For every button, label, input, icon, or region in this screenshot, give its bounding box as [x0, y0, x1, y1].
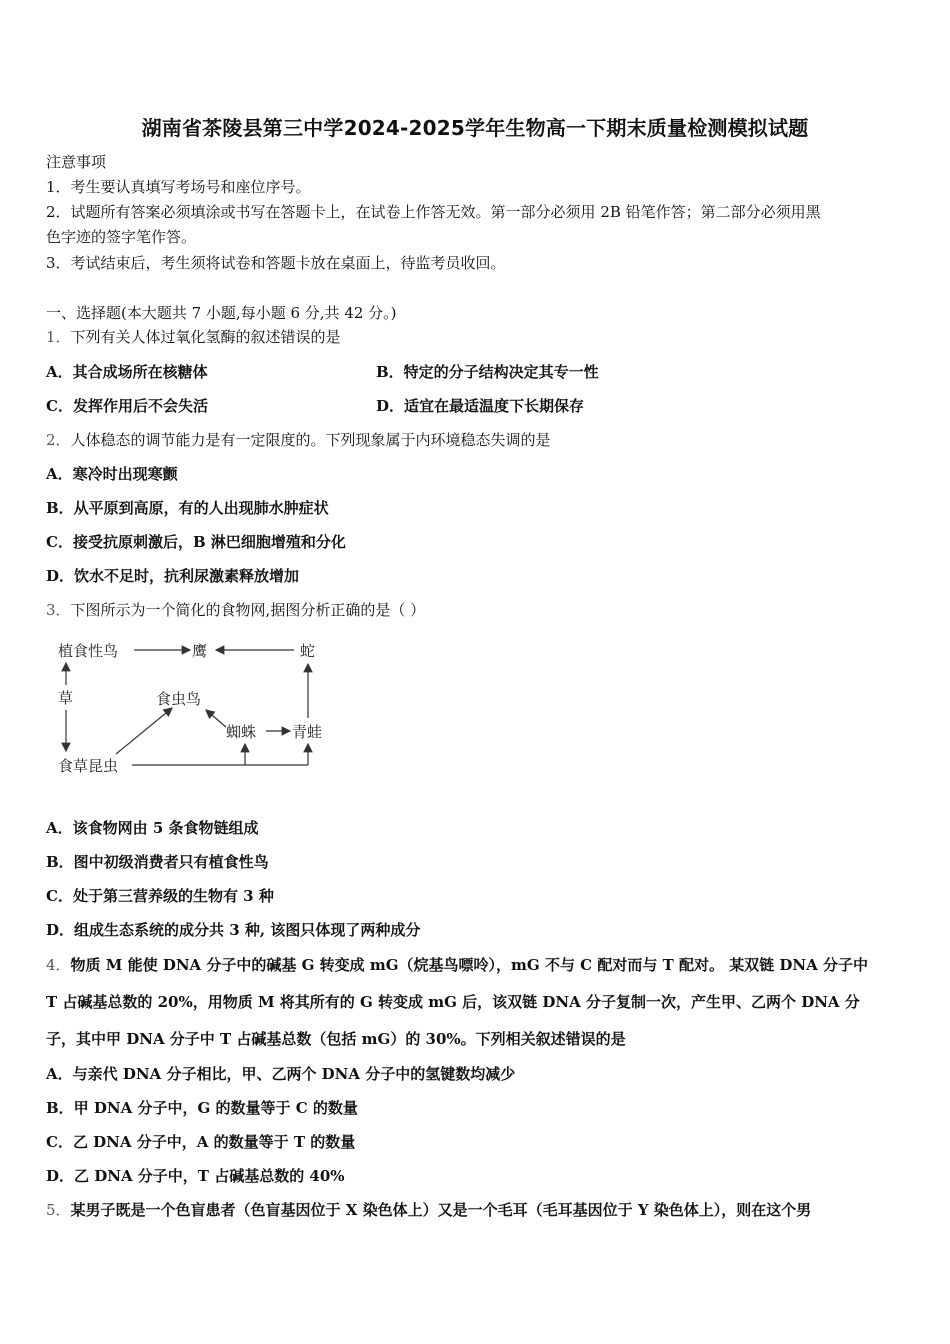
q1-option-a: A．其合成场所在核糖体 — [46, 363, 208, 381]
q4-option-d: D．乙 DNA 分子中，T 占碱基总数的 40% — [46, 1167, 345, 1185]
q3-option-b: B．图中初级消费者只有植食性鸟 — [46, 853, 269, 871]
node-insectivorous-bird: 食虫鸟 — [156, 690, 202, 708]
notice-heading: 注意事项 — [46, 153, 107, 171]
q1-option-c: C．发挥作用后不会失活 — [46, 397, 208, 415]
question-3 — [46, 600, 425, 620]
food-web-diagram — [44, 628, 344, 788]
q1-option-d: D．适宜在最适温度下长期保存 — [376, 397, 585, 415]
question-stem: 人体稳态的调节能力是有一定限度的。下列现象属于内环境稳态失调的是 — [70, 431, 551, 449]
q4-option-a: A．与亲代 DNA 分子相比，甲、乙两个 DNA 分子中的氢键数均减少 — [46, 1065, 516, 1083]
q4-option-b: B．甲 DNA 分子中，G 的数量等于 C 的数量 — [46, 1099, 358, 1117]
page-title: 湖南省茶陵县第三中学2024-2025学年生物高一下期末质量检测模拟试题 — [141, 116, 809, 140]
question-stem-line-3: 子，其中甲 DNA 分子中 T 占碱基总数（包括 mG）的 30%。下列相关叙述错误的是 — [46, 1030, 626, 1048]
question-number: 5． — [46, 1201, 71, 1219]
arrow-insect-to-bird — [116, 708, 172, 754]
q3-option-c: C．处于第三营养级的生物有 3 种 — [46, 887, 274, 905]
section-heading: 一、选择题(本大题共 7 小题,每小题 6 分,共 42 分。) — [46, 304, 397, 322]
question-stem: 下列有关人体过氧化氢酶的叙述错误的是 — [70, 328, 341, 346]
node-frog: 青蛙 — [292, 723, 323, 741]
question-2 — [46, 430, 551, 450]
q3-option-d: D．组成生态系统的成分共 3 种, 该图只体现了两种成分 — [46, 921, 421, 939]
q2-option-d: D．饮水不足时，抗利尿激素释放增加 — [46, 567, 300, 585]
node-spider: 蜘蛛 — [226, 723, 257, 741]
question-stem: 下图所示为一个简化的食物网,据图分析正确的是（ ） — [70, 601, 426, 619]
q2-option-b: B．从平原到高原，有的人出现肺水肿症状 — [46, 499, 329, 517]
notice-item-2-cont: 色字迹的签字笔作答。 — [46, 228, 197, 246]
q2-option-c: C．接受抗原刺激后，B 淋巴细胞增殖和分化 — [46, 533, 346, 551]
question-4 — [46, 955, 868, 975]
question-1 — [46, 327, 341, 347]
question-stem-line-2: T 占碱基总数的 20%，用物质 M 将其所有的 G 转变成 mG 后，该双链 DNA 分子复制一次，产生甲、乙两个 DNA 分 — [46, 993, 860, 1011]
arrow-spider-to-bird — [206, 710, 226, 727]
question-stem-line-1: 物质 M 能使 DNA 分子中的碱基 G 转变成 mG（烷基鸟嘌呤），mG 不与 C 配对而与 T 配对。 某双链 DNA 分子中 — [70, 956, 868, 974]
node-herbivorous-bird: 植食性鸟 — [58, 642, 119, 660]
notice-item-3: 3．考试结束后，考生须将试卷和答题卡放在桌面上，待监考员收回。 — [46, 254, 506, 272]
question-number: 1． — [46, 328, 71, 346]
node-snake: 蛇 — [300, 642, 316, 660]
q4-option-c: C．乙 DNA 分子中，A 的数量等于 T 的数量 — [46, 1133, 356, 1151]
question-number: 3． — [46, 601, 71, 619]
q3-option-a: A．该食物网由 5 条食物链组成 — [46, 819, 259, 837]
notice-item-1: 1．考生要认真填写考场号和座位序号。 — [46, 178, 311, 196]
node-grass: 草 — [58, 689, 74, 707]
question-stem: 某男子既是一个色盲患者（色盲基因位于 X 染色体上）又是一个毛耳（毛耳基因位于 Y 染色体上），则在这个男 — [70, 1201, 812, 1219]
q1-option-b: B．特定的分子结构决定其专一性 — [376, 363, 599, 381]
node-eagle: 鹰 — [192, 642, 208, 660]
q2-option-a: A．寒冷时出现寒颤 — [46, 465, 178, 483]
notice-item-2: 2．试题所有答案必须填涂或书写在答题卡上，在试卷上作答无效。第一部分必须用 2B 铅笔作答；第二部分必须用黑 — [46, 203, 821, 221]
node-herbivorous-insect: 食草昆虫 — [58, 757, 119, 775]
question-5 — [46, 1200, 811, 1220]
question-number: 4． — [46, 956, 71, 974]
question-number: 2． — [46, 431, 71, 449]
